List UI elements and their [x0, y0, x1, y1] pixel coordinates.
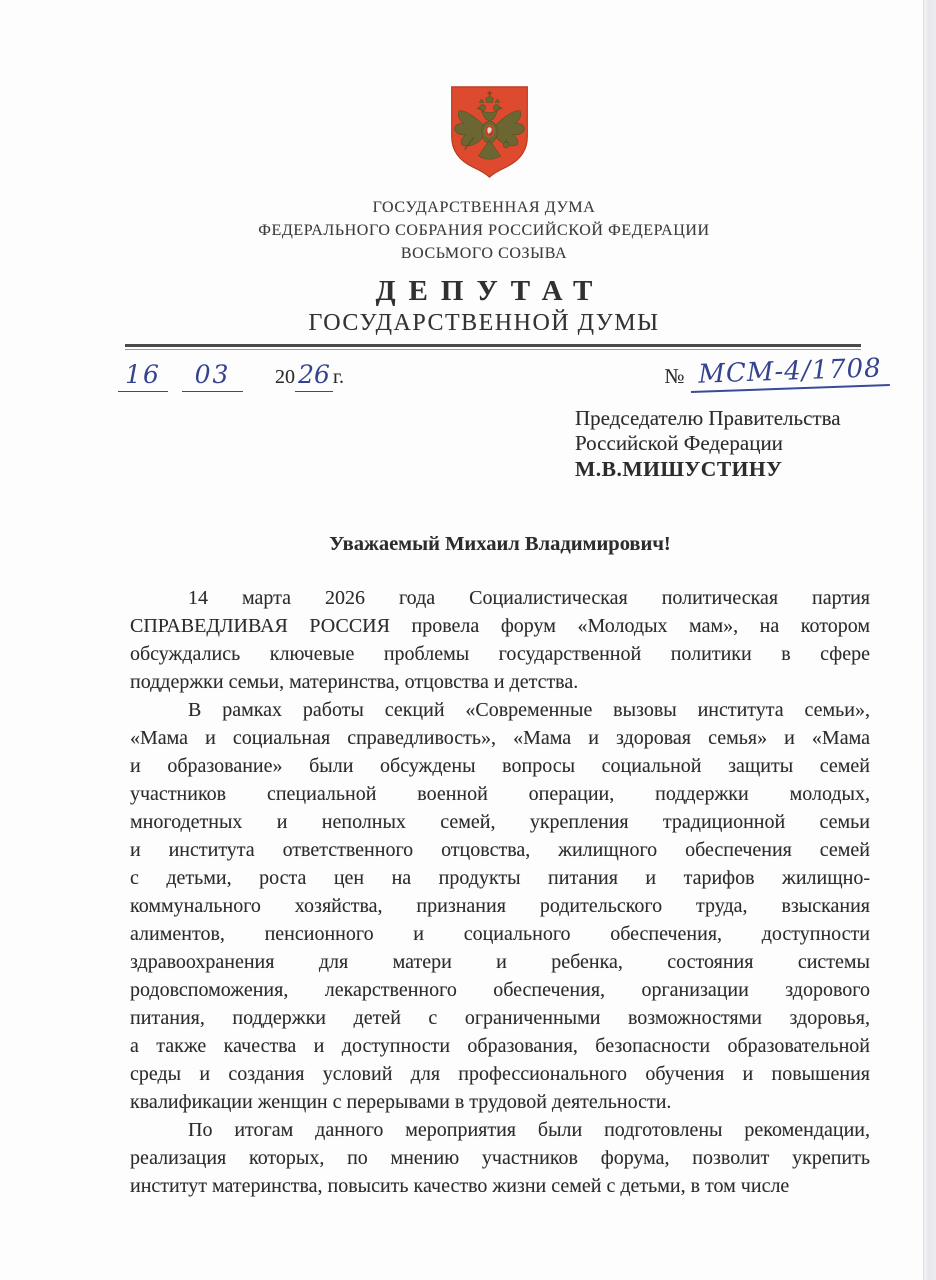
- year-printed-prefix: 20: [275, 366, 295, 388]
- date-field: [118, 361, 344, 392]
- body-line: здравоохранения для матери и ребенка, состояния системы: [130, 951, 870, 973]
- addressee-line-1: Председателю Правительства: [575, 406, 841, 430]
- addressee-line-2: Российской Федерации: [575, 431, 783, 455]
- year-suffix: г.: [333, 366, 344, 388]
- header-divider: [125, 344, 861, 350]
- role-title: ДЕПУТАТ: [375, 275, 606, 307]
- date-year-group: [275, 361, 344, 392]
- role-subtitle: ГОСУДАРСТВЕННОЙ ДУМЫ: [308, 310, 660, 336]
- body-line: обсуждались ключевые проблемы государственной политики в сфере: [130, 643, 870, 665]
- body-line: участников специальной военной операции, поддержки молодых,: [130, 783, 870, 805]
- body-line: СПРАВЕДЛИВАЯ РОССИЯ провела форум «Молодых мам», на котором: [130, 615, 870, 637]
- org-line-3: ВОСЬМОГО СОЗЫВА: [400, 245, 568, 262]
- body-line: питания, поддержки детей с ограниченными возможностями здоровья,: [130, 1007, 870, 1029]
- body-line: В рамках работы секций «Современные вызовы института семьи»,: [188, 699, 870, 721]
- letter-body: [130, 584, 870, 1200]
- org-line-1: ГОСУДАРСТВЕННАЯ ДУМА: [372, 199, 596, 216]
- russia-coat-of-arms-icon: [447, 84, 532, 180]
- body-line: «Мама и социальная справедливость», «Мама и здоровая семья» и «Мама: [130, 727, 870, 749]
- body-line: квалификации женщин с перерывами в трудовой деятельности.: [130, 1091, 672, 1113]
- body-line: институт материнства, повысить качество жизни семей с детьми, в том числе: [130, 1175, 790, 1197]
- page-edge-shadow: [923, 0, 936, 1280]
- date-year-handwritten: 26: [295, 361, 333, 392]
- body-line: коммунального хозяйства, признания родительского труда, взыскания: [130, 895, 870, 917]
- date-month-handwritten: 03: [182, 361, 243, 392]
- body-line: а также качества и доступности образования, безопасности образовательной: [130, 1035, 870, 1057]
- body-line: среды и создания условий для профессионального обучения и повышения: [130, 1063, 870, 1085]
- number-handwritten: МСМ-4/1708: [689, 353, 889, 393]
- date-day-handwritten: 16: [118, 361, 168, 392]
- body-line: поддержки семьи, материнства, отцовства и детства.: [130, 671, 579, 693]
- body-line: с детьми, роста цен на продукты питания и тарифов жилищно-: [130, 867, 870, 889]
- body-line: По итогам данного мероприятия были подготовлены рекомендации,: [188, 1119, 870, 1141]
- body-line: алиментов, пенсионного и социального обеспечения, доступности: [130, 923, 870, 945]
- body-line: реализация которых, по мнению участников форума, позволит укрепить: [130, 1147, 870, 1169]
- addressee-block: [575, 406, 841, 482]
- salutation: Уважаемый Михаил Владимирович!: [329, 533, 671, 555]
- reference-line: [118, 353, 890, 393]
- body-line: и института ответственного отцовства, жилищного обеспечения семей: [130, 839, 870, 861]
- letterhead: [98, 196, 870, 338]
- body-line: и образование» были обсуждены вопросы социальной защиты семей: [130, 755, 870, 777]
- number-sign: №: [664, 364, 685, 388]
- body-line: родовспоможения, лекарственного обеспечения, организации здорового: [130, 979, 870, 1001]
- body-line: многодетных и неполных семей, укрепления традиционной семьи: [130, 811, 870, 833]
- addressee-name: М.В.МИШУСТИНУ: [575, 457, 783, 481]
- body-line: 14 марта 2026 года Социалистическая политическая партия: [188, 587, 870, 609]
- org-line-2: ФЕДЕРАЛЬНОГО СОБРАНИЯ РОССИЙСКОЙ ФЕДЕРАЦИИ: [258, 222, 710, 239]
- number-field: [664, 353, 890, 393]
